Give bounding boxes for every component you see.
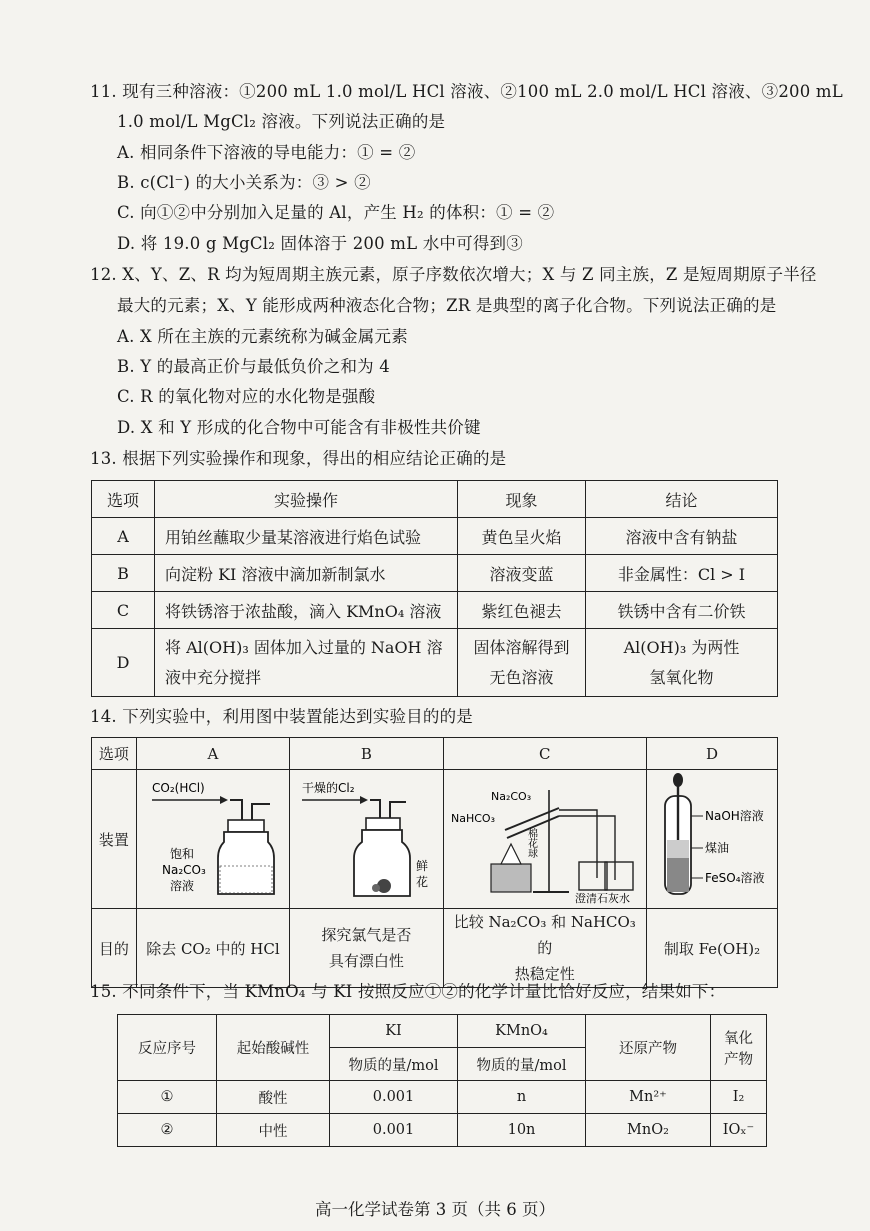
header-reduction-product: 还原产物 — [586, 1015, 711, 1081]
q14-stem: 14. 下列实验中，利用图中装置能达到实验目的的是 — [90, 707, 473, 726]
row-operation: 用铂丝蘸取少量某溶液进行焰色试验 — [155, 518, 458, 555]
q14-table — [91, 737, 778, 988]
row-conclusion-line2: 氢氧化物 — [649, 667, 714, 687]
row-kmno4: n — [458, 1081, 586, 1114]
table-header-row — [92, 481, 778, 518]
purpose-b-line1: 探究氯气是否 — [321, 926, 412, 944]
row-option: D — [92, 629, 155, 697]
label-a-sol2: Na₂CO₃ — [162, 863, 207, 877]
q11-option-c: C. 向①②中分别加入足量的 Al，产生 H₂ 的体积：① = ② — [117, 203, 555, 222]
q12-stem-line1: 12. X、Y、Z、R 均为短周期主族元素，原子序数依次增大；X 与 Z 同主族，Z 是短周期原子半径 — [90, 265, 817, 284]
row-conclusion: 非金属性：Cl > I — [586, 555, 778, 592]
header-kmno4: KMnO₄ — [458, 1015, 586, 1048]
purpose-a-line1: 除去 CO₂ 中的 HCl — [146, 939, 280, 958]
header-conclusion: 结论 — [586, 481, 778, 518]
header-b: B — [290, 738, 443, 770]
q12-stem-line2: 最大的元素；X、Y 能形成两种液态化合物；ZR 是典型的离子化合物。下列说法正确的是 — [117, 296, 777, 315]
table-row — [92, 518, 778, 555]
row-reduction-product: MnO₂ — [586, 1114, 711, 1147]
row-option: A — [92, 518, 155, 555]
apparatus-c — [443, 770, 646, 909]
purpose-c-line2: 热稳定性 — [514, 965, 575, 983]
purpose-d-line1: 制取 Fe(OH)₂ — [663, 939, 761, 958]
label-a-sol1: 饱和 — [170, 847, 195, 861]
header-acidity: 起始酸碱性 — [217, 1015, 330, 1081]
ferrous-hydroxide-diagram — [647, 770, 777, 904]
apparatus-a — [136, 770, 289, 909]
label-c-na2co3: Na₂CO₃ — [491, 790, 532, 803]
table-header-row — [118, 1015, 767, 1048]
purpose-c — [443, 909, 646, 988]
row-conclusion: 溶液中含有钠盐 — [586, 518, 778, 555]
table-row — [92, 592, 778, 629]
label-c-nahco3: NaHCO₃ — [451, 812, 496, 825]
q15-table — [117, 1014, 767, 1147]
header-ki: KI — [330, 1015, 458, 1048]
q12-option-d: D. X 和 Y 形成的化合物中可能含有非极性共价键 — [117, 418, 481, 437]
header-option: 选项 — [92, 481, 155, 518]
row-option: C — [92, 592, 155, 629]
gas-washing-bottle-diagram — [140, 770, 285, 904]
row-no: ① — [118, 1081, 217, 1114]
label-d-naoh: NaOH溶液 — [705, 809, 764, 823]
q12-option-a: A. X 所在主族的元素统称为碱金属元素 — [117, 327, 408, 346]
q11-option-a: A. 相同条件下溶液的导电能力：① = ② — [117, 143, 416, 162]
row-operation: 将铁锈溶于浓盐酸，滴入 KMnO₄ 溶液 — [155, 592, 458, 629]
row-phenomenon: 紫红色褪去 — [458, 592, 586, 629]
q11-stem-line1: 11. 现有三种溶液：①200 mL 1.0 mol/L HCl 溶液、②100 mL 2.0 mol/L HCl 溶液、③200 mL — [90, 82, 843, 101]
row-option: B — [92, 555, 155, 592]
label-b-gas: 干燥的Cl₂ — [301, 781, 355, 795]
row-conclusion-line1: Al(OH)₃ 为两性 — [623, 637, 740, 657]
table-header-row — [92, 738, 778, 770]
row-conclusion — [586, 629, 778, 697]
q12-option-b: B. Y 的最高正价与最低负价之和为 4 — [117, 357, 390, 376]
row-ki: 0.001 — [330, 1114, 458, 1147]
table-row — [92, 629, 778, 697]
purpose-b-line2: 具有漂白性 — [328, 952, 404, 970]
label-d-oil: 煤油 — [705, 841, 730, 855]
q13-table — [91, 480, 778, 697]
row-phenomenon-line1: 固体溶解得到 — [473, 637, 570, 657]
label-d-feso4: FeSO₄溶液 — [705, 871, 765, 885]
q15-stem: 15. 不同条件下，当 KMnO₄ 与 KI 按照反应①②的化学计量比恰好反应，结果如下： — [90, 982, 726, 1001]
header-phenomenon: 现象 — [458, 481, 586, 518]
header-reaction-no: 反应序号 — [118, 1015, 217, 1081]
header-c: C — [443, 738, 646, 770]
header-oxidation-product: 氧化产物 — [711, 1015, 767, 1081]
device-label: 装置 — [92, 770, 137, 909]
q11-option-b: B. c(Cl⁻) 的大小关系为：③ > ② — [117, 173, 371, 192]
purpose-a — [136, 909, 289, 988]
q11-option-d: D. 将 19.0 g MgCl₂ 固体溶于 200 mL 水中可得到③ — [117, 234, 523, 253]
device-row — [92, 770, 778, 909]
row-acidity: 中性 — [217, 1114, 330, 1147]
apparatus-d — [647, 770, 778, 909]
header-option: 选项 — [92, 738, 137, 770]
row-phenomenon: 黄色呈火焰 — [458, 518, 586, 555]
purpose-c-line1: 比较 Na₂CO₃ 和 NaHCO₃ 的 — [453, 913, 636, 957]
label-b-flower2: 花 — [415, 875, 428, 889]
apparatus-b — [290, 770, 443, 909]
label-a-gas: CO₂(HCl) — [152, 781, 206, 795]
row-phenomenon-line2: 无色溶液 — [489, 667, 554, 687]
row-kmno4: 10n — [458, 1114, 586, 1147]
header-kmno4-unit: 物质的量/mol — [458, 1048, 586, 1081]
q11-stem-line2: 1.0 mol/L MgCl₂ 溶液。下列说法正确的是 — [117, 112, 446, 131]
label-c-lime: 澄清石灰水 — [575, 892, 631, 904]
q13-stem: 13. 根据下列实验操作和现象，得出的相应结论正确的是 — [90, 449, 507, 468]
row-phenomenon — [458, 629, 586, 697]
bleaching-test-diagram — [294, 770, 439, 904]
header-d: D — [647, 738, 778, 770]
row-phenomenon: 溶液变蓝 — [458, 555, 586, 592]
row-reduction-product: Mn²⁺ — [586, 1081, 711, 1114]
label-b-flower1: 鲜 — [415, 859, 428, 873]
row-acidity: 酸性 — [217, 1081, 330, 1114]
label-a-sol3: 溶液 — [170, 879, 195, 893]
row-operation-line1: 将 Al(OH)₃ 固体加入过量的 NaOH 溶 — [165, 637, 443, 657]
q12-option-c: C. R 的氧化物对应的水化物是强酸 — [117, 387, 376, 406]
row-conclusion: 铁锈中含有二价铁 — [586, 592, 778, 629]
row-operation: 向淀粉 KI 溶液中滴加新制氯水 — [155, 555, 458, 592]
row-no: ② — [118, 1114, 217, 1147]
header-operation: 实验操作 — [155, 481, 458, 518]
table-row — [118, 1114, 767, 1147]
row-operation — [155, 629, 458, 697]
page-footer: 高一化学试卷第 3 页（共 6 页） — [315, 1200, 555, 1219]
purpose-label: 目的 — [92, 909, 137, 988]
row-ki: 0.001 — [330, 1081, 458, 1114]
label-c-cotton: 棉花球 — [525, 828, 537, 858]
table-row — [92, 555, 778, 592]
header-ki-unit: 物质的量/mol — [330, 1048, 458, 1081]
thermal-stability-diagram — [447, 770, 642, 904]
purpose-row — [92, 909, 778, 988]
table-row — [118, 1081, 767, 1114]
row-oxidation-product: I₂ — [711, 1081, 767, 1114]
purpose-d — [647, 909, 778, 988]
row-operation-line2: 液中充分搅拌 — [165, 667, 262, 687]
purpose-b — [290, 909, 443, 988]
row-oxidation-product: IOₓ⁻ — [711, 1114, 767, 1147]
header-a: A — [136, 738, 289, 770]
